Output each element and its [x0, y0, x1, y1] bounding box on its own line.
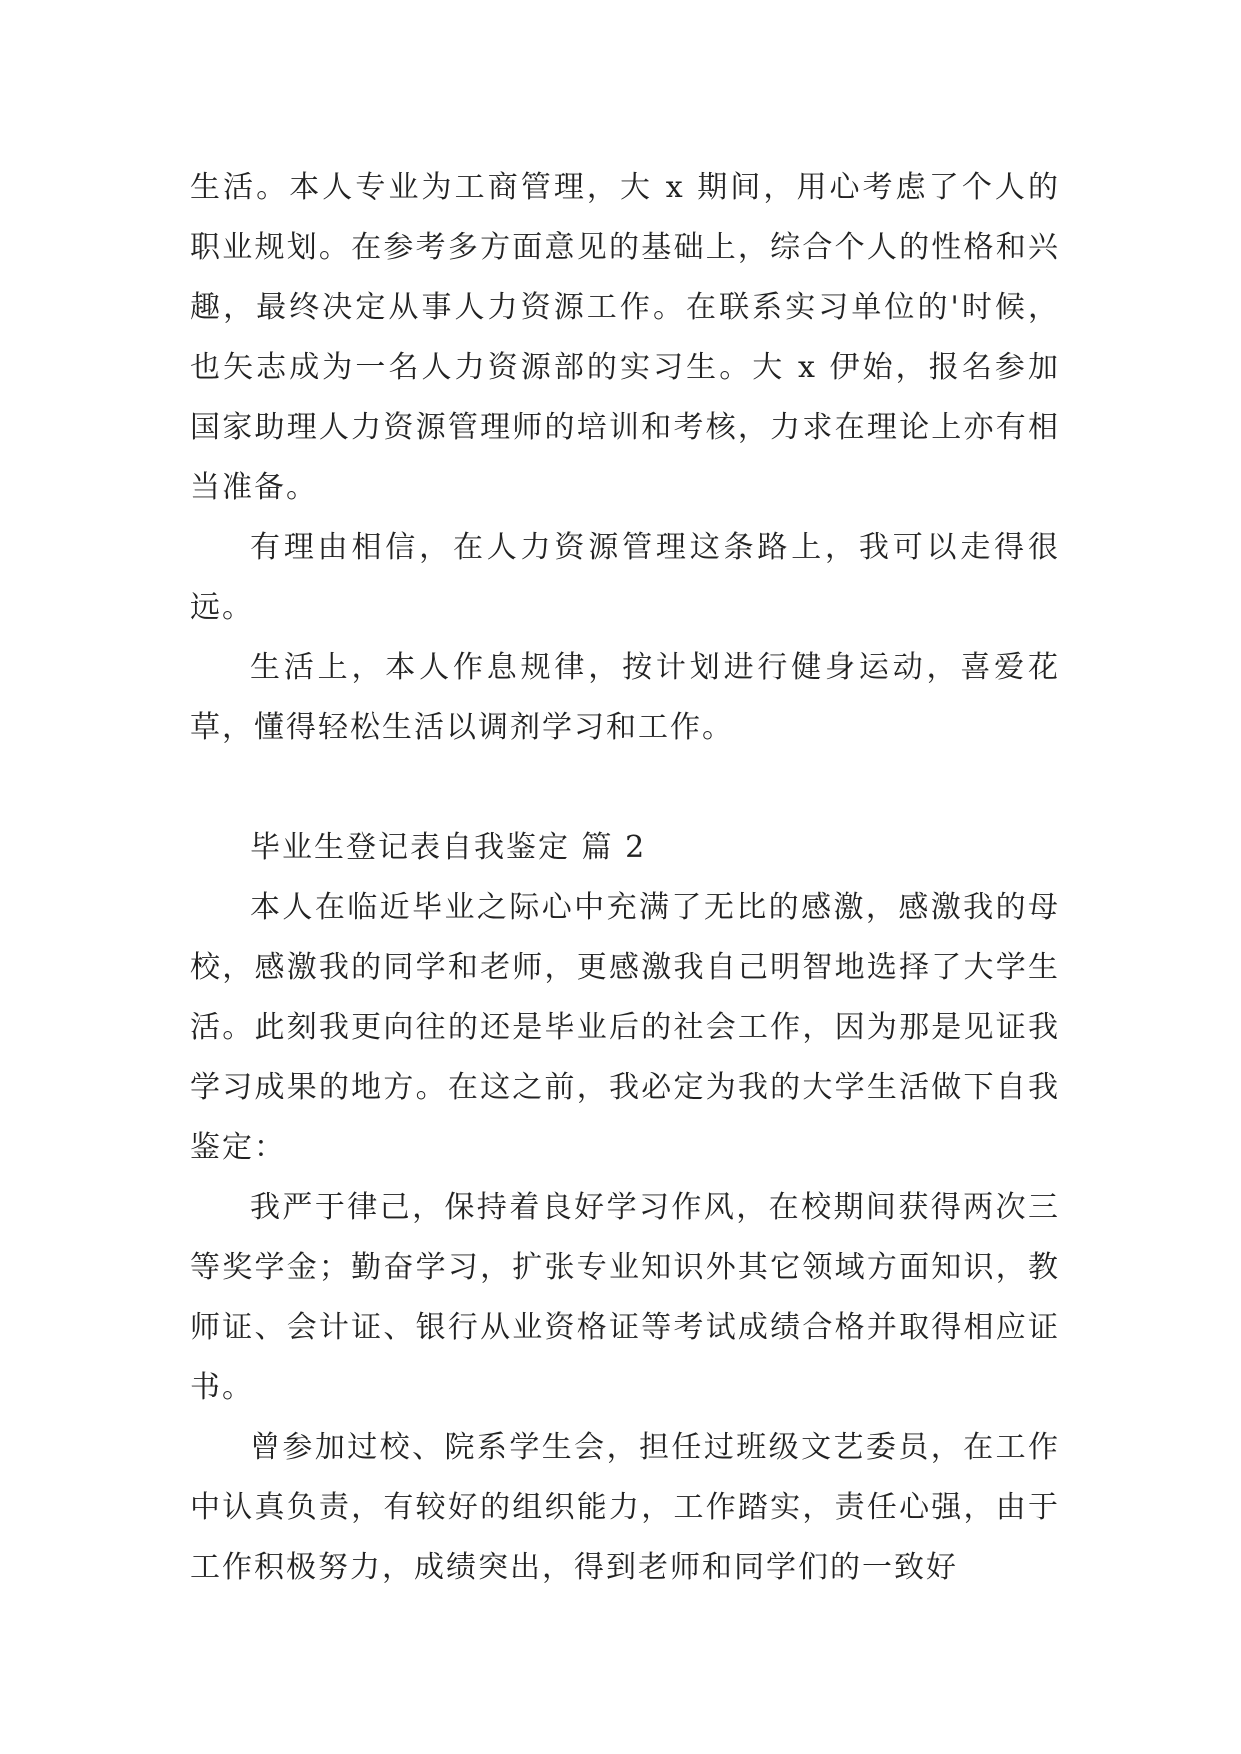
paragraph-study: 我严于律己，保持着良好学习作风，在校期间获得两次三等奖学金；勤奋学习，扩张专业知识外其它领域方面知识，教师证、会计证、银行从业资格证等考试成绩合格并取得相应证书。	[190, 1190, 1060, 1405]
paragraph-gratitude: 本人在临近毕业之际心中充满了无比的感激，感激我的母校，感激我的同学和老师，更感激我自己明智地选择了大学生活。此刻我更向往的还是毕业后的社会工作，因为那是见证我学习成果的地方。在这之前，我必定为我的大学生活做下自我鉴定：	[190, 890, 1060, 1165]
paragraph-life: 生活上，本人作息规律，按计划进行健身运动，喜爱花草，懂得轻松生活以调剂学习和工作。	[190, 650, 1060, 745]
paragraph-student-union: 曾参加过校、院系学生会，担任过班级文艺委员，在工作中认真负责，有较好的组织能力，工作踏实，责任心强，由于工作积极努力，成绩突出，得到老师和同学们的一致好	[190, 1430, 1060, 1585]
section-heading: 毕业生登记表自我鉴定 篇 2	[250, 830, 647, 865]
paragraph-hr-career: 有理由相信，在人力资源管理这条路上，我可以走得很远。	[190, 530, 1060, 625]
document-body	[190, 158, 1060, 1598]
paragraph-continued: 生活。本人专业为工商管理，大 x 期间，用心考虑了个人的职业规划。在参考多方面意见的基础上，综合个人的性格和兴趣，最终决定从事人力资源工作。在联系实习单位的'时候，也矢志成为一名人力资源部的实习生。大 x 伊始，报名参加国家助理人力资源管理师的培训和考核，力求在理论上亦有相当准备。	[190, 170, 1060, 505]
